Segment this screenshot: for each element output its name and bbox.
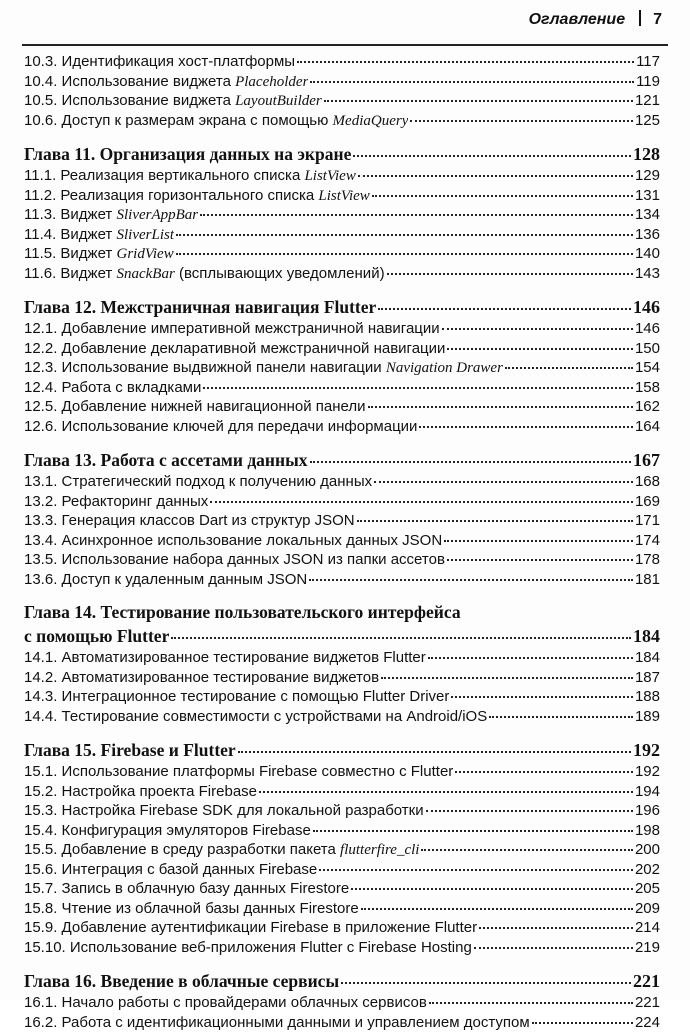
- page-number: 221: [635, 993, 660, 1013]
- section-title-italic: GridView: [116, 246, 173, 262]
- toc-entry: [24, 72, 660, 92]
- dot-leader: [419, 426, 633, 428]
- toc-entry-text: [24, 244, 174, 265]
- toc-entry: [24, 762, 660, 782]
- dot-leader: [372, 195, 633, 197]
- section-title: Использование виджета: [62, 92, 236, 109]
- section-title-italic: ListView: [304, 168, 355, 184]
- section-number: 15.6.: [24, 861, 57, 878]
- toc-entry-text: [24, 821, 311, 841]
- toc-entry: [24, 821, 660, 841]
- chapter-heading: [24, 969, 660, 993]
- section-title: Использование ключей для передачи информации: [62, 418, 418, 435]
- section-title: Использование набора данных JSON из папки ассетов: [62, 551, 445, 568]
- section-title: Добавление нижней навигационной панели: [62, 398, 366, 415]
- dot-leader: [447, 348, 633, 350]
- section-title: Виджет: [60, 226, 116, 243]
- section-title: Асинхронное использование локальных данных JSON: [62, 532, 443, 549]
- dot-leader: [313, 830, 633, 832]
- dot-leader: [238, 751, 631, 753]
- page-number: 162: [635, 397, 660, 417]
- chapter-page-number: 167: [633, 448, 660, 472]
- chapter-title: Глава 13. Работа с ассетами данных: [24, 448, 308, 472]
- section-number: 15.8.: [24, 900, 57, 917]
- section-title-italic: SliverList: [116, 227, 174, 243]
- chapter-heading: [24, 448, 660, 472]
- section-number: 15.4.: [24, 822, 57, 839]
- dot-leader: [176, 253, 633, 255]
- page-number: 154: [635, 358, 660, 378]
- section-number: 11.6.: [24, 265, 56, 282]
- dot-leader: [451, 696, 633, 698]
- toc-entry: [24, 511, 660, 531]
- toc-entry-text: [24, 378, 201, 398]
- dot-leader: [297, 61, 634, 63]
- section-number: 15.2.: [24, 783, 57, 800]
- page-number: 146: [635, 319, 660, 339]
- section-number: 14.3.: [24, 688, 57, 705]
- dot-leader: [426, 810, 633, 812]
- page-number: 194: [635, 782, 660, 802]
- section-title: Конфигурация эмуляторов Firebase: [62, 822, 311, 839]
- section-number: 12.4.: [24, 379, 57, 396]
- dot-leader: [210, 501, 633, 503]
- toc-entry-text: [24, 707, 487, 727]
- header-rule: [22, 44, 668, 46]
- toc-entry: [24, 205, 660, 225]
- toc-entry: [24, 358, 660, 378]
- header-title: Оглавление: [529, 11, 625, 28]
- toc-entry: [24, 417, 660, 437]
- section-title: Использование платформы Firebase совместно с Flutter: [62, 763, 454, 780]
- dot-leader: [361, 908, 633, 910]
- toc-entry-text: [24, 264, 385, 285]
- toc-entry-text: [24, 840, 419, 861]
- chapter-page-number: 146: [633, 295, 660, 319]
- toc-entry: [24, 707, 660, 727]
- section-title: Использование веб-приложения Flutter с Firebase Hosting: [70, 939, 472, 956]
- section-title: Добавление императивной межстраничной навигации: [62, 320, 440, 337]
- page-number: 136: [635, 225, 660, 245]
- chapter-title: Глава 11. Организация данных на экране: [24, 142, 351, 166]
- section-number: 10.6.: [24, 112, 57, 129]
- dot-leader: [203, 387, 633, 389]
- dot-leader: [381, 677, 633, 679]
- section-title: Использование выдвижной панели навигации: [62, 359, 386, 376]
- page-number: 224: [635, 1013, 660, 1032]
- section-title: Тестирование совместимости с устройствами на Android/iOS: [62, 708, 488, 725]
- page-number: 174: [635, 531, 660, 551]
- toc-entry-text: [24, 762, 453, 782]
- toc-entry: [24, 687, 660, 707]
- section-title-italic: SliverAppBar: [116, 207, 198, 223]
- toc-entry: [24, 918, 660, 938]
- toc-entry: [24, 1013, 660, 1032]
- page-number: 117: [636, 52, 660, 72]
- chapter-page-number: 128: [633, 142, 660, 166]
- chapter-title: Глава 15. Firebase и Flutter: [24, 738, 236, 762]
- section-title: Идентификация хост-платформы: [62, 53, 296, 70]
- toc-entry: [24, 378, 660, 398]
- toc-entry-text: [24, 860, 317, 880]
- section-number: 13.1.: [24, 473, 57, 490]
- section-title: Добавление аутентификации Firebase в приложение Flutter: [62, 919, 478, 936]
- toc-entry-text: [24, 358, 503, 379]
- section-number: 11.5.: [24, 245, 56, 262]
- toc-entry: [24, 264, 660, 284]
- section-title: Виджет: [60, 265, 116, 282]
- toc-entry: [24, 550, 660, 570]
- toc-entry-text: [24, 938, 472, 958]
- toc-entry-text: [24, 918, 477, 938]
- toc-entry-text: [24, 801, 424, 821]
- section-title: Настройка проекта Firebase: [62, 783, 257, 800]
- toc-entry-text: [24, 166, 356, 187]
- toc-entry-text: [24, 570, 307, 590]
- page-number: 129: [635, 166, 660, 186]
- running-header: [0, 10, 662, 36]
- dot-leader: [171, 637, 631, 639]
- section-title: Настройка Firebase SDK для локальной разработки: [62, 802, 424, 819]
- toc-entry-text: [24, 225, 174, 246]
- header-page-number: 7: [653, 11, 662, 28]
- toc-entry-text: [24, 782, 257, 802]
- section-title-italic: ListView: [318, 188, 369, 204]
- toc-entry: [24, 319, 660, 339]
- page-number: 200: [635, 840, 660, 860]
- section-number: 13.2.: [24, 493, 57, 510]
- dot-leader: [374, 481, 633, 483]
- section-title: Виджет: [60, 206, 116, 223]
- dot-leader: [259, 791, 633, 793]
- dot-leader: [310, 461, 632, 463]
- toc-entry: [24, 492, 660, 512]
- toc-entry-text: [24, 993, 427, 1013]
- dot-leader: [368, 406, 633, 408]
- dot-leader: [324, 100, 633, 102]
- section-title: Работа с вкладками: [62, 379, 202, 396]
- dot-leader: [444, 540, 633, 542]
- toc-entry-text: [24, 91, 322, 112]
- dot-leader: [474, 947, 633, 949]
- section-title: Реализация вертикального списка: [60, 167, 304, 184]
- toc-entry-text: [24, 1013, 530, 1032]
- dot-leader: [200, 214, 633, 216]
- section-title: Доступ к размерам экрана с помощью: [62, 112, 333, 129]
- section-title-suffix: (всплывающих уведомлений): [175, 265, 385, 282]
- section-title: Доступ к удаленным данным JSON: [62, 571, 308, 588]
- page-number: 134: [635, 205, 660, 225]
- dot-leader: [428, 657, 633, 659]
- toc-entry-text: [24, 687, 449, 707]
- toc-entry: [24, 782, 660, 802]
- page-number: 164: [635, 417, 660, 437]
- dot-leader: [442, 328, 633, 330]
- page-number: 187: [635, 668, 660, 688]
- chapter-title: Глава 16. Введение в облачные сервисы: [24, 969, 339, 993]
- toc-entry-text: [24, 492, 208, 512]
- section-number: 13.6.: [24, 571, 57, 588]
- section-number: 16.2.: [24, 1014, 57, 1031]
- section-number: 12.5.: [24, 398, 57, 415]
- dot-leader: [341, 982, 631, 984]
- section-title: Интеграционное тестирование с помощью Flutter Driver: [62, 688, 450, 705]
- dot-leader: [455, 771, 633, 773]
- page-number: 119: [636, 72, 660, 92]
- toc-entry: [24, 840, 660, 860]
- dot-leader: [319, 869, 633, 871]
- toc-entry-text: [24, 72, 308, 93]
- chapter-spacer: [24, 436, 660, 448]
- page-number: 181: [635, 570, 660, 590]
- toc-entry: [24, 879, 660, 899]
- section-title: Добавление в среду разработки пакета: [62, 841, 340, 858]
- section-title: Начало работы с провайдерами облачных сервисов: [62, 994, 427, 1011]
- page-number: 125: [635, 111, 660, 131]
- section-number: 14.1.: [24, 649, 57, 666]
- toc-entry: [24, 570, 660, 590]
- chapter-spacer: [24, 957, 660, 969]
- toc-entry: [24, 899, 660, 919]
- toc-entry-text: [24, 472, 372, 492]
- chapter-page-number: 192: [633, 738, 660, 762]
- toc-entry: [24, 531, 660, 551]
- section-title-italic: Navigation Drawer: [386, 360, 503, 376]
- section-title-italic: flutterfire_cli: [340, 842, 419, 858]
- chapter-spacer: [24, 130, 660, 142]
- page-number: 140: [635, 244, 660, 264]
- page-number: 188: [635, 687, 660, 707]
- section-title: Виджет: [60, 245, 116, 262]
- dot-leader: [358, 175, 633, 177]
- section-number: 15.7.: [24, 880, 57, 897]
- dot-leader: [447, 559, 633, 561]
- dot-leader: [357, 520, 633, 522]
- page-number: 131: [635, 186, 660, 206]
- page-number: 150: [635, 339, 660, 359]
- toc-entry-text: [24, 550, 445, 570]
- chapter-title: Глава 12. Межстраничная навигация Flutter: [24, 295, 376, 319]
- page-number: 171: [635, 511, 660, 531]
- page-number: 198: [635, 821, 660, 841]
- chapter-heading: [24, 142, 660, 166]
- dot-leader: [309, 579, 633, 581]
- section-title: Работа с идентификационными данными и управлением доступом: [62, 1014, 530, 1031]
- page-number: 158: [635, 378, 660, 398]
- section-title: Интеграция с базой данных Firebase: [62, 861, 318, 878]
- dot-leader: [505, 367, 633, 369]
- page-number: 192: [635, 762, 660, 782]
- chapter-spacer: [24, 726, 660, 738]
- dot-leader: [378, 308, 631, 310]
- section-number: 14.4.: [24, 708, 57, 725]
- page-number: 189: [635, 707, 660, 727]
- section-number: 12.1.: [24, 320, 57, 337]
- toc-entry-text: [24, 417, 417, 437]
- page-number: 169: [635, 492, 660, 512]
- toc-entry-text: [24, 397, 366, 417]
- toc-entry: [24, 397, 660, 417]
- chapter-heading: [24, 295, 660, 319]
- toc-entry: [24, 860, 660, 880]
- toc-entry: [24, 801, 660, 821]
- toc-entry-text: [24, 511, 355, 531]
- section-title: Использование виджета: [62, 73, 236, 90]
- dot-leader: [479, 927, 633, 929]
- section-number: 13.5.: [24, 551, 57, 568]
- page-number: 209: [635, 899, 660, 919]
- chapter-page-number: 221: [633, 969, 660, 993]
- chapter-heading: [24, 738, 660, 762]
- dot-leader: [429, 1002, 633, 1004]
- section-number: 15.10.: [24, 939, 66, 956]
- section-number: 15.5.: [24, 841, 57, 858]
- page-number: 184: [635, 648, 660, 668]
- section-number: 11.3.: [24, 206, 56, 223]
- dot-leader: [410, 120, 633, 122]
- section-number: 10.3.: [24, 53, 57, 70]
- dot-leader: [353, 155, 631, 157]
- section-number: 11.4.: [24, 226, 56, 243]
- section-number: 10.5.: [24, 92, 57, 109]
- section-number: 11.2.: [24, 187, 56, 204]
- toc-entry: [24, 648, 660, 668]
- page-number: 196: [635, 801, 660, 821]
- chapter-page-number: 184: [633, 624, 660, 648]
- toc-entry: [24, 111, 660, 131]
- chapter-title: с помощью Flutter: [24, 624, 169, 648]
- section-title-italic: MediaQuery: [333, 113, 409, 129]
- toc-entry: [24, 472, 660, 492]
- page-number: 214: [635, 918, 660, 938]
- section-title-italic: Placeholder: [235, 74, 308, 90]
- section-title: Генерация классов Dart из структур JSON: [62, 512, 355, 529]
- section-title-italic: LayoutBuilder: [235, 93, 322, 109]
- toc-entry-text: [24, 531, 442, 551]
- section-number: 13.3.: [24, 512, 57, 529]
- section-title: Запись в облачную базу данных Firestore: [62, 880, 350, 897]
- toc-entry: [24, 186, 660, 206]
- dot-leader: [387, 273, 633, 275]
- toc-entry-text: [24, 205, 198, 226]
- toc-entry-text: [24, 339, 445, 359]
- section-title: Стратегический подход к получению данных: [62, 473, 373, 490]
- toc-entry: [24, 668, 660, 688]
- section-number: 15.9.: [24, 919, 57, 936]
- toc-entry: [24, 938, 660, 958]
- section-number: 10.4.: [24, 73, 57, 90]
- page-number: 205: [635, 879, 660, 899]
- toc-entry: [24, 244, 660, 264]
- dot-leader: [310, 81, 634, 83]
- page-number: 143: [635, 264, 660, 284]
- dot-leader: [176, 234, 633, 236]
- header-separator: [639, 10, 641, 26]
- toc-entry-text: [24, 52, 295, 72]
- section-number: 15.1.: [24, 763, 57, 780]
- dot-leader: [351, 888, 633, 890]
- section-number: 16.1.: [24, 994, 57, 1011]
- section-title-italic: SnackBar: [116, 266, 174, 282]
- page-number: 178: [635, 550, 660, 570]
- section-title: Чтение из облачной базы данных Firestore: [62, 900, 359, 917]
- toc-entry-text: [24, 186, 370, 207]
- chapter-heading-line: Глава 14. Тестирование пользовательского интерфейса: [24, 601, 660, 624]
- toc-entry: [24, 52, 660, 72]
- table-of-contents: [24, 52, 660, 1032]
- dot-leader: [489, 716, 633, 718]
- section-title: Реализация горизонтального списка: [60, 187, 318, 204]
- section-number: 15.3.: [24, 802, 57, 819]
- toc-entry: [24, 166, 660, 186]
- toc-entry-text: [24, 648, 426, 668]
- dot-leader: [421, 849, 633, 851]
- section-number: 11.1.: [24, 167, 56, 184]
- toc-entry-text: [24, 668, 379, 688]
- toc-entry: [24, 993, 660, 1013]
- section-title: Автоматизированное тестирование виджетов Flutter: [62, 649, 426, 666]
- section-number: 14.2.: [24, 669, 57, 686]
- chapter-spacer: [24, 283, 660, 295]
- section-number: 12.6.: [24, 418, 57, 435]
- toc-entry-text: [24, 319, 440, 339]
- section-number: 12.3.: [24, 359, 57, 376]
- page-number: 219: [635, 938, 660, 958]
- toc-entry: [24, 91, 660, 111]
- section-title: Добавление декларативной межстраничной навигации: [62, 340, 446, 357]
- section-title: Автоматизированное тестирование виджетов: [62, 669, 380, 686]
- page-number: 168: [635, 472, 660, 492]
- section-number: 13.4.: [24, 532, 57, 549]
- chapter-heading: [24, 624, 660, 648]
- toc-entry: [24, 225, 660, 245]
- dot-leader: [532, 1022, 633, 1024]
- toc-entry-text: [24, 899, 359, 919]
- toc-entry: [24, 339, 660, 359]
- section-number: 12.2.: [24, 340, 57, 357]
- page-number: 202: [635, 860, 660, 880]
- section-title: Рефакторинг данных: [62, 493, 209, 510]
- chapter-spacer: [24, 589, 660, 601]
- toc-entry-text: [24, 879, 349, 899]
- page-number: 121: [635, 91, 660, 111]
- toc-entry-text: [24, 111, 408, 132]
